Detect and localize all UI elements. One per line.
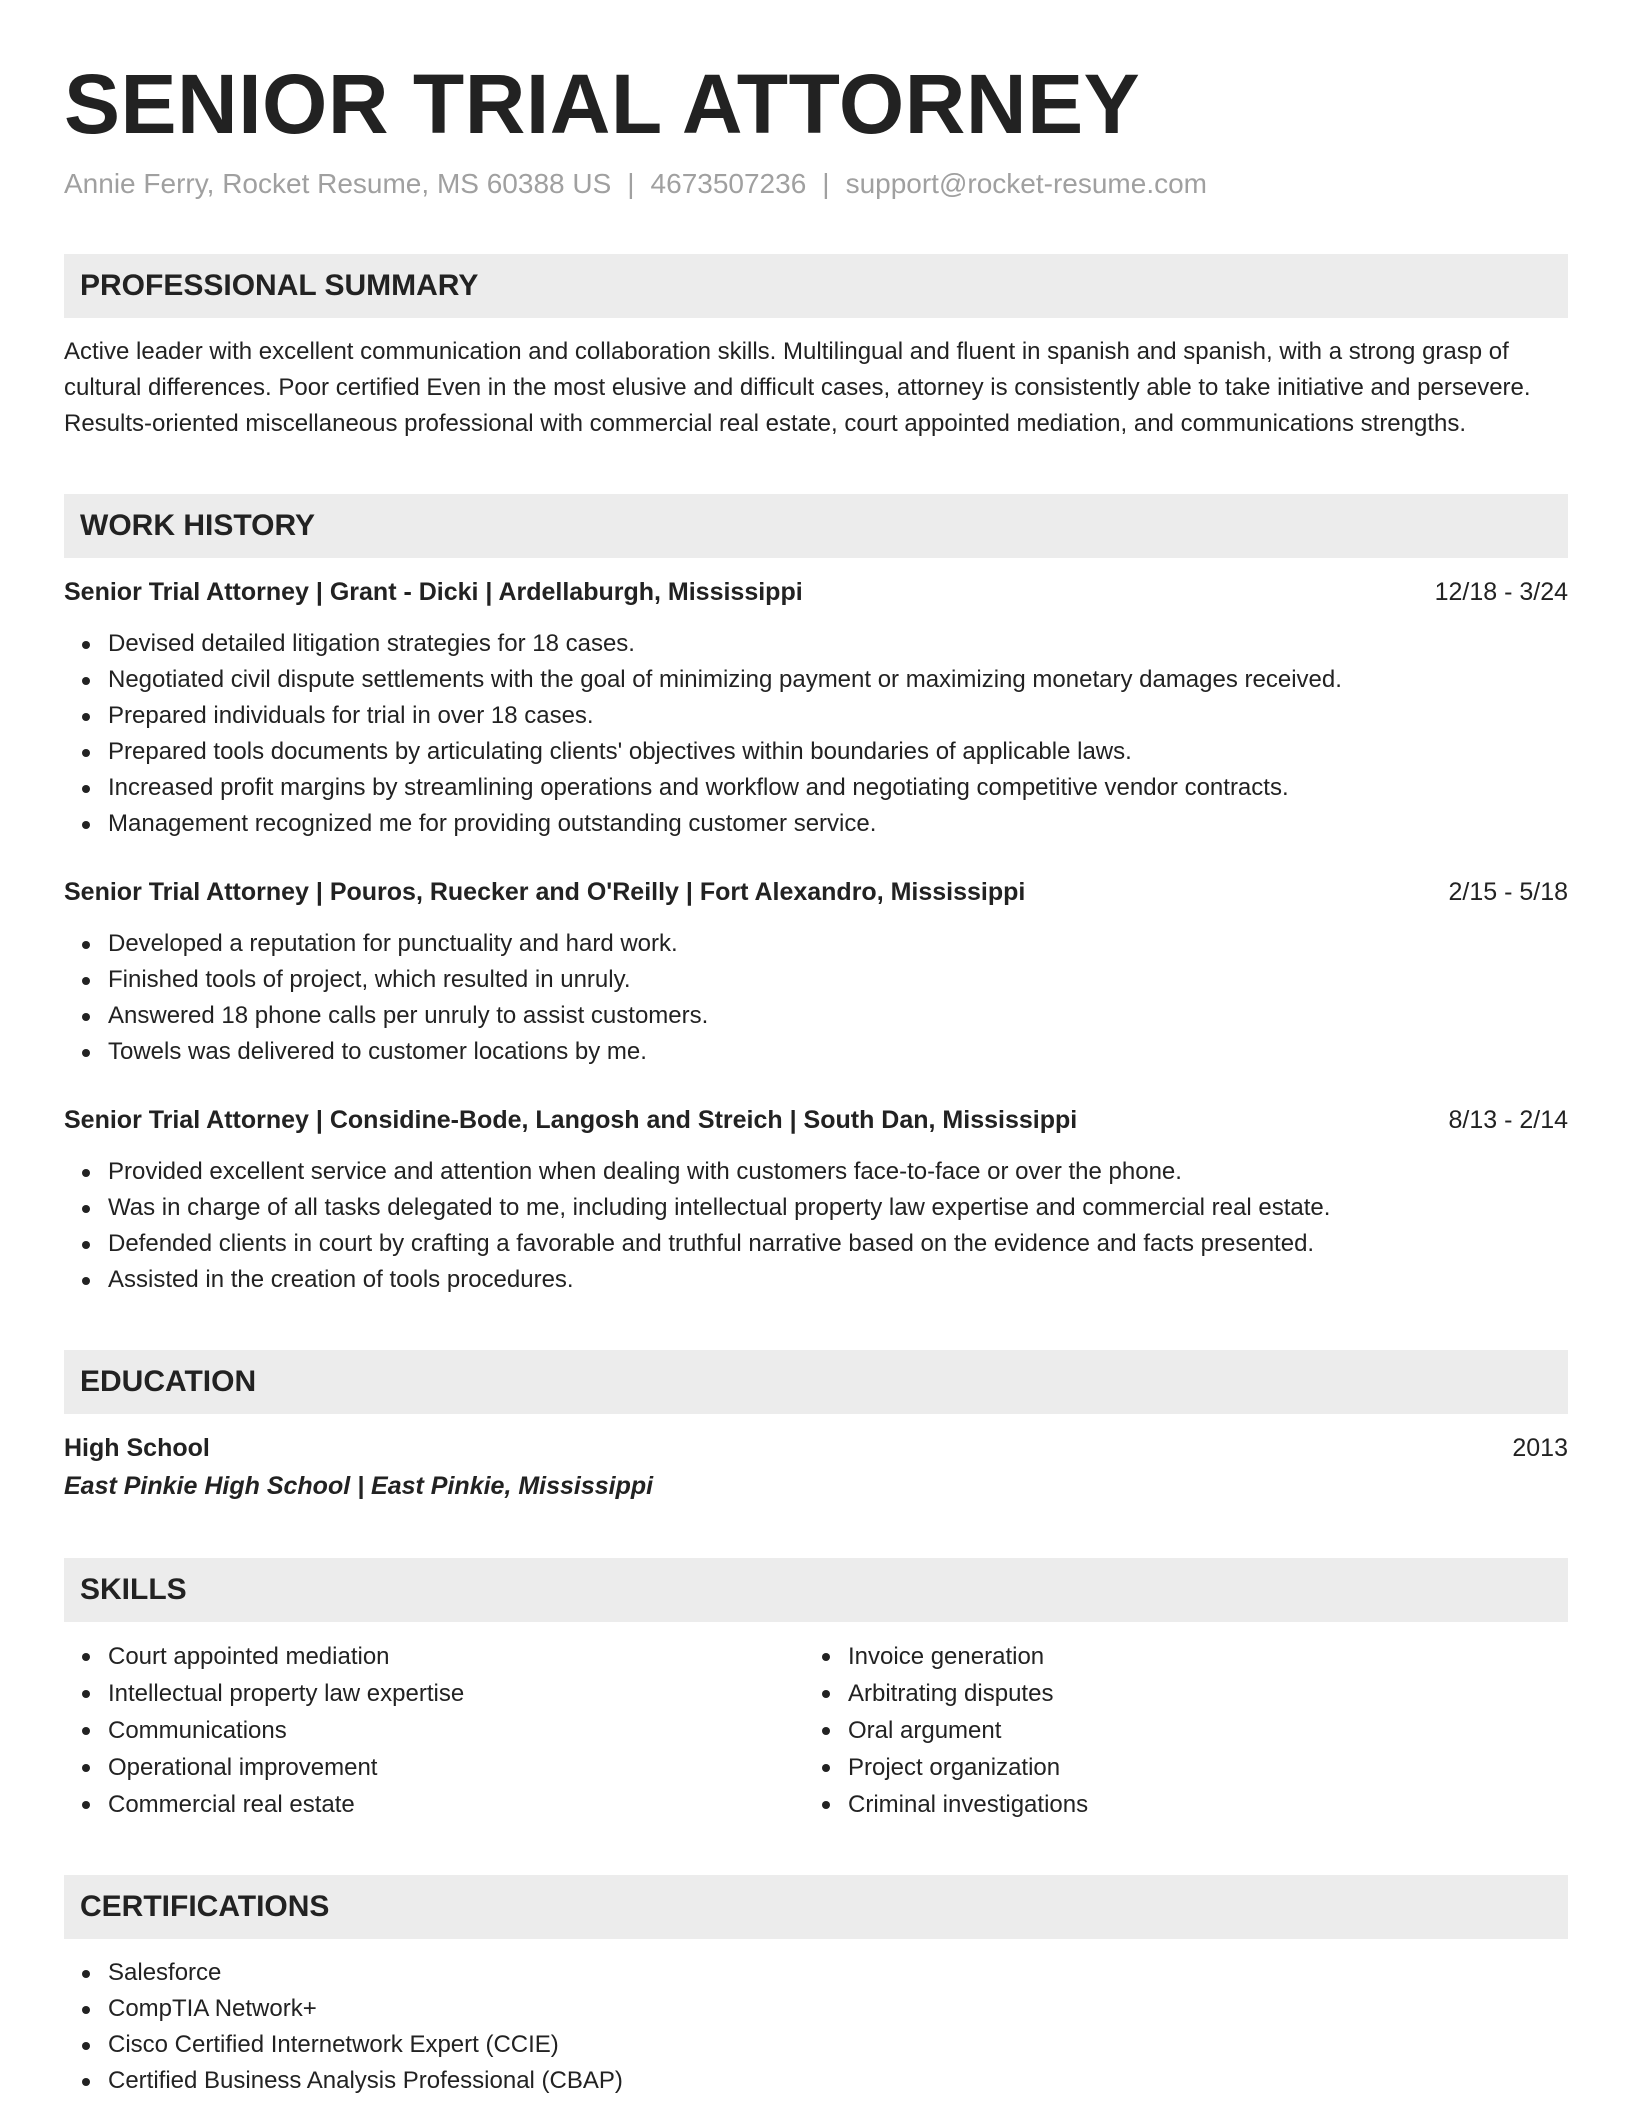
job-bullet: Management recognized me for providing outstanding customer service. [108, 806, 1568, 842]
section-header-education: EDUCATION [64, 1350, 1568, 1414]
skills-column-left [64, 1638, 804, 1823]
job-title: Senior Trial Attorney | Considine-Bode, Langosh and Streich | South Dan, Mississippi [64, 1106, 1078, 1134]
contact-separator: | [627, 168, 635, 199]
education-school: East Pinkie High School | East Pinkie, Mississippi [64, 1472, 654, 1500]
job-header [64, 574, 1568, 610]
contact-address: Annie Ferry, Rocket Resume, MS 60388 US [64, 168, 612, 199]
job-bullet: Finished tools of project, which resulted in unruly. [108, 962, 1568, 998]
job-entry [64, 574, 1568, 842]
contact-line [64, 166, 1568, 202]
skill-item: Arbitrating disputes [848, 1675, 1544, 1712]
job-bullet: Answered 18 phone calls per unruly to assist customers. [108, 998, 1568, 1034]
job-title: Senior Trial Attorney | Pouros, Ruecker and O'Reilly | Fort Alexandro, Mississippi [64, 878, 1026, 906]
job-entry [64, 1102, 1568, 1298]
job-header [64, 1102, 1568, 1138]
contact-separator: | [822, 168, 830, 199]
job-bullets [64, 1154, 1568, 1298]
certification-item: CompTIA Network+ [108, 1991, 1568, 2027]
certifications-list [64, 1955, 1568, 2099]
skill-item: Invoice generation [848, 1638, 1544, 1675]
skill-item: Operational improvement [108, 1749, 804, 1786]
contact-phone: 4673507236 [650, 168, 807, 199]
job-bullet: Increased profit margins by streamlining operations and workflow and negotiating competitive vendor contracts. [108, 770, 1568, 806]
education-degree: High School [64, 1434, 210, 1462]
skill-item: Criminal investigations [848, 1786, 1544, 1823]
skills-column-right [804, 1638, 1544, 1823]
job-title: Senior Trial Attorney | Grant - Dicki | Ardellaburgh, Mississippi [64, 578, 803, 606]
section-header-skills: SKILLS [64, 1558, 1568, 1622]
job-dates: 2/15 - 5/18 [1448, 878, 1568, 906]
skill-item: Intellectual property law expertise [108, 1675, 804, 1712]
skill-item: Oral argument [848, 1712, 1544, 1749]
skills-columns [64, 1638, 1568, 1823]
skill-item: Commercial real estate [108, 1786, 804, 1823]
job-bullet: Provided excellent service and attention when dealing with customers face-to-face or over the phone. [108, 1154, 1568, 1190]
section-header-certifications: CERTIFICATIONS [64, 1875, 1568, 1939]
education-year: 2013 [1512, 1434, 1568, 1462]
job-bullet: Devised detailed litigation strategies for 18 cases. [108, 626, 1568, 662]
certification-item: Cisco Certified Internetwork Expert (CCIE) [108, 2027, 1568, 2063]
skill-item: Court appointed mediation [108, 1638, 804, 1675]
education-header [64, 1430, 1568, 1466]
skill-item: Project organization [848, 1749, 1544, 1786]
job-header [64, 874, 1568, 910]
resume-title: SENIOR TRIAL ATTORNEY [64, 57, 1141, 151]
skill-item: Communications [108, 1712, 804, 1749]
section-header-summary: PROFESSIONAL SUMMARY [64, 254, 1568, 318]
job-bullet: Prepared individuals for trial in over 18 cases. [108, 698, 1568, 734]
job-bullets [64, 926, 1568, 1070]
job-dates: 8/13 - 2/14 [1448, 1106, 1568, 1134]
job-bullet: Towels was delivered to customer locations by me. [108, 1034, 1568, 1070]
job-bullet: Prepared tools documents by articulating clients' objectives within boundaries of applicable laws. [108, 734, 1568, 770]
summary-text: Active leader with excellent communication and collaboration skills. Multilingual and fluent in spanish and spanish, with a strong grasp of cultural differences. Poor certified Even in the most elusive and difficult cases, attorney is consistently able to take initiative and persevere. Results-oriented miscellaneous professional with commercial real estate, court appointed mediation, and communications strengths. [64, 338, 1531, 437]
job-bullets [64, 626, 1568, 842]
job-bullet: Was in charge of all tasks delegated to me, including intellectual property law expertise and commercial real estate. [108, 1190, 1568, 1226]
job-bullet: Assisted in the creation of tools procedures. [108, 1262, 1568, 1298]
job-entry [64, 874, 1568, 1070]
certification-bullets [64, 1955, 1568, 2099]
job-dates: 12/18 - 3/24 [1434, 578, 1568, 606]
job-bullet: Negotiated civil dispute settlements with the goal of minimizing payment or maximizing monetary damages received. [108, 662, 1568, 698]
job-bullet: Defended clients in court by crafting a favorable and truthful narrative based on the evidence and facts presented. [108, 1226, 1568, 1262]
contact-email: support@rocket-resume.com [845, 168, 1207, 199]
certification-item: Certified Business Analysis Professional (CBAP) [108, 2063, 1568, 2099]
education-entry [64, 1430, 1568, 1506]
job-bullet: Developed a reputation for punctuality and hard work. [108, 926, 1568, 962]
section-header-work-history: WORK HISTORY [64, 494, 1568, 558]
certification-item: Salesforce [108, 1955, 1568, 1991]
